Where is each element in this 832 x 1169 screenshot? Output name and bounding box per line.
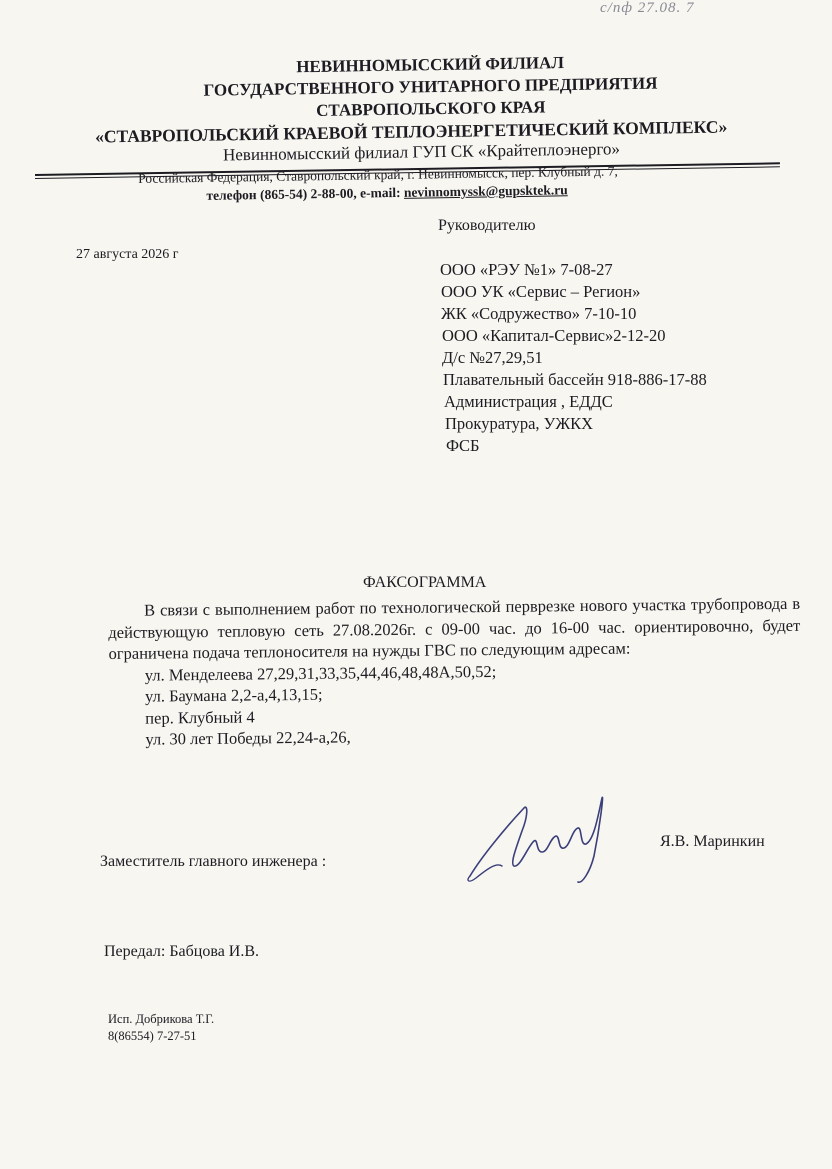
- handwritten-note: с/пф 27.08. 7: [600, 0, 695, 16]
- email-link: nevinnomyssk@gupsktek.ru: [403, 182, 568, 200]
- recipient-list: [440, 259, 707, 457]
- recipient-item: ООО «РЭУ №1» 7-08-27: [440, 260, 613, 279]
- message-body: [108, 593, 802, 751]
- letterhead: [60, 48, 822, 168]
- phone-label: телефон (865-54) 2-88-00, e-mail:: [206, 184, 405, 203]
- letterhead-line-4: «СТАВРОПОЛЬСКИЙ КРАЕВОЙ ТЕПЛОЭНЕРГЕТИЧЕСКИЙ КОМПЛЕКС»: [94, 116, 728, 147]
- recipient-item: Д/с №27,29,51: [442, 348, 543, 367]
- executor-name: Исп. Добрикова Т.Г.: [108, 1012, 215, 1026]
- letterhead-address: [138, 162, 618, 206]
- letterhead-line-3: СТАВРОПОЛЬСКОГО КРАЯ: [316, 97, 546, 120]
- document-type-title: ФАКСОГРАММА: [363, 574, 487, 591]
- letterhead-line-2: ГОСУДАРСТВЕННОГО УНИТАРНОГО ПРЕДПРИЯТИЯ: [203, 73, 658, 100]
- recipient-item: ООО УК «Сервис – Регион»: [441, 282, 641, 301]
- affected-address: ул. Менделеева 27,29,31,33,35,44,46,48,48А,50,52;: [144, 661, 497, 685]
- recipient-item: ЖК «Содружество» 7-10-10: [441, 304, 637, 323]
- document-date: 27 августа 2026 г: [76, 247, 179, 262]
- signatory-position: Заместитель главного инженера :: [100, 853, 327, 870]
- sender-line: Передал: Бабцова И.В.: [104, 943, 260, 960]
- message-paragraph: В связи с выполнением работ по технологической перврезке нового участка трубопровода в действующую тепловую сеть 27.08.2026г. с 09-00 час. до 16-00 час. ориентировочно, будет ограничена подача теплоносителя на нужды ГВС по следующим адресам:: [108, 593, 801, 663]
- postal-address: Российская Федерация, Ставропольский край, г. Невинномысск, пер. Клубный д. 7,: [138, 163, 618, 186]
- recipient-item: ООО «Капитал-Сервис»2-12-20: [442, 326, 666, 345]
- recipient-item: Прокуратура, УЖКХ: [445, 414, 594, 433]
- executor-block: [108, 1011, 214, 1045]
- handwritten-signature: [462, 786, 622, 886]
- signatory-name: Я.В. Маринкин: [660, 833, 765, 850]
- affected-address: ул. Баумана 2,2-а,4,13,15;: [144, 684, 323, 706]
- letterhead-line-1: НЕВИННОМЫССКИЙ ФИЛИАЛ: [296, 53, 565, 77]
- affected-address: пер. Клубный 4: [145, 706, 255, 728]
- recipient-item: Плавательный бассейн 918-886-17-88: [443, 370, 707, 389]
- executor-phone: 8(86554) 7-27-51: [108, 1029, 197, 1043]
- letterhead-short-name: Невинномысский филиал ГУП СК «Крайтеплоэнерго»: [222, 139, 621, 165]
- addressee-heading: Руководителю: [438, 217, 536, 234]
- affected-address: ул. 30 лет Победы 22,24-а,26,: [145, 727, 351, 749]
- recipient-item: Администрация , ЕДДС: [444, 392, 613, 411]
- recipient-item: ФСБ: [446, 436, 480, 455]
